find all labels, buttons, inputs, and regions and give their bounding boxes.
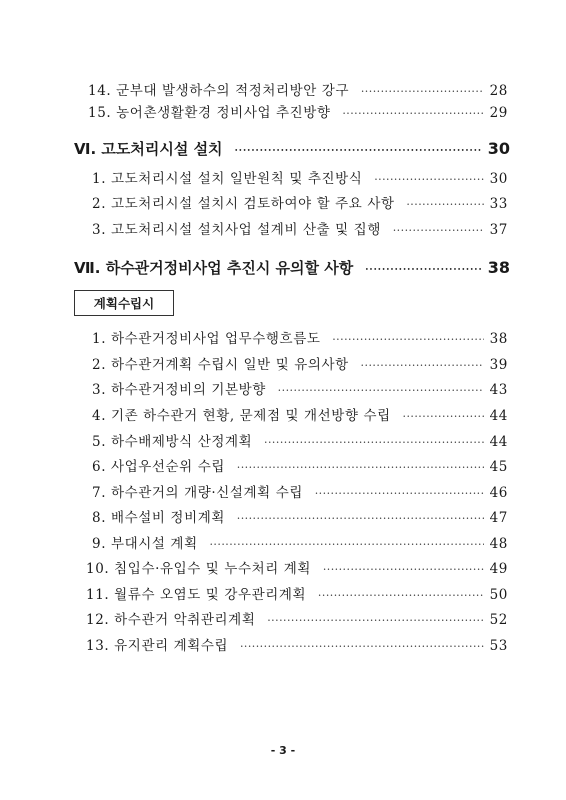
toc-item-page: 46 <box>489 485 508 501</box>
toc-item-label: 10. 침입수·유입수 및 누수처리 계획 <box>86 561 312 577</box>
dot-leader <box>315 488 484 499</box>
dot-leader <box>235 145 482 156</box>
toc-item <box>86 557 508 577</box>
toc-item-label: 14. 군부대 발생하수의 적정처리방안 강구 <box>88 83 350 99</box>
toc-item-page: 43 <box>489 382 508 398</box>
toc-item-page: 49 <box>489 561 508 577</box>
toc-item-label: 13. 유지관리 계획수립 <box>86 638 229 654</box>
dot-leader <box>407 199 484 210</box>
toc-item <box>92 506 508 526</box>
toc-item-page: 53 <box>489 638 508 654</box>
toc-item-label: 2. 하수관거계획 수립시 일반 및 유의사항 <box>92 357 349 373</box>
toc-item <box>92 327 508 347</box>
toc-item <box>92 167 508 187</box>
toc-item-page: 39 <box>489 357 508 373</box>
toc-section-heading <box>74 138 510 159</box>
page-number: - 3 - <box>270 744 296 757</box>
toc-item-page: 44 <box>489 408 508 424</box>
toc-item <box>92 218 508 238</box>
section-page: 30 <box>487 139 510 158</box>
toc-item-label: 2. 고도처리시설 설치시 검토하여야 할 주요 사항 <box>92 196 395 212</box>
toc-item <box>92 430 508 450</box>
toc-item <box>92 378 508 398</box>
toc-item <box>86 583 508 603</box>
toc-item-label: 12. 하수관거 악취관리계획 <box>86 612 256 628</box>
toc-item-page: 45 <box>489 459 508 475</box>
toc-item-label: 15. 농어촌생활환경 정비사업 추진방향 <box>88 105 331 121</box>
toc-item-page: 28 <box>489 83 508 99</box>
dot-leader <box>361 360 484 371</box>
toc-item-page: 50 <box>489 587 508 603</box>
toc-section-heading <box>74 257 510 278</box>
dot-leader <box>267 615 483 626</box>
toc-item-page: 47 <box>489 510 508 526</box>
dot-leader <box>361 86 484 97</box>
toc-item-label: 1. 하수관거정비사업 업무수행흐름도 <box>92 331 321 347</box>
dot-leader <box>403 411 484 422</box>
dot-leader <box>264 437 483 448</box>
toc-item-label: 9. 부대시설 계획 <box>92 536 198 552</box>
dot-leader <box>323 564 484 575</box>
toc-item-label: 7. 하수관거의 개량·신설계획 수립 <box>92 485 303 501</box>
dot-leader <box>374 174 483 185</box>
toc-item-label: 1. 고도처리시설 설치 일반원칙 및 추진방식 <box>92 171 363 187</box>
toc-item <box>92 481 508 501</box>
dot-leader <box>278 385 484 396</box>
toc-item-label: 5. 하수배제방식 산정계획 <box>92 434 253 450</box>
toc-item-label: 3. 고도처리시설 설치사업 설계비 산출 및 집행 <box>92 222 381 238</box>
toc-item-label: 4. 기존 하수관거 현황, 문제점 및 개선방향 수립 <box>92 408 391 424</box>
toc-item-page: 33 <box>489 196 508 212</box>
toc-item-page: 44 <box>489 434 508 450</box>
toc-item <box>92 404 508 424</box>
toc-item <box>86 608 508 628</box>
dot-leader <box>237 513 484 524</box>
section-page: 38 <box>487 258 510 277</box>
toc-item <box>92 455 508 475</box>
toc-item-page: 29 <box>489 105 508 121</box>
toc-item-page: 52 <box>489 612 508 628</box>
toc-item-page: 30 <box>489 171 508 187</box>
subheading-box: 계획수립시 <box>74 290 174 316</box>
toc-item <box>88 79 508 99</box>
dot-leader <box>343 108 484 119</box>
toc-item <box>92 532 508 552</box>
toc-item-page: 38 <box>489 331 508 347</box>
dot-leader <box>365 264 482 275</box>
toc-item <box>86 634 508 654</box>
dot-leader <box>237 462 484 473</box>
dot-leader <box>332 334 483 345</box>
toc-item-label: 11. 월류수 오염도 및 강우관리계획 <box>86 587 307 603</box>
toc-item-label: 6. 사업우선순위 수립 <box>92 459 225 475</box>
section-title: Ⅵ. 고도처리시설 설치 <box>74 140 223 158</box>
dot-leader <box>240 641 483 652</box>
toc-item-page: 48 <box>489 536 508 552</box>
toc-item <box>88 101 508 121</box>
toc-item <box>92 353 508 373</box>
dot-leader <box>210 539 484 550</box>
dot-leader <box>393 225 484 236</box>
toc-item <box>92 192 508 212</box>
toc-item-label: 8. 배수설비 정비계획 <box>92 510 225 526</box>
toc-item-label: 3. 하수관거정비의 기본방향 <box>92 382 266 398</box>
section-title: Ⅶ. 하수관거정비사업 추진시 유의할 사항 <box>74 259 354 277</box>
dot-leader <box>318 590 483 601</box>
toc-item-page: 37 <box>489 222 508 238</box>
